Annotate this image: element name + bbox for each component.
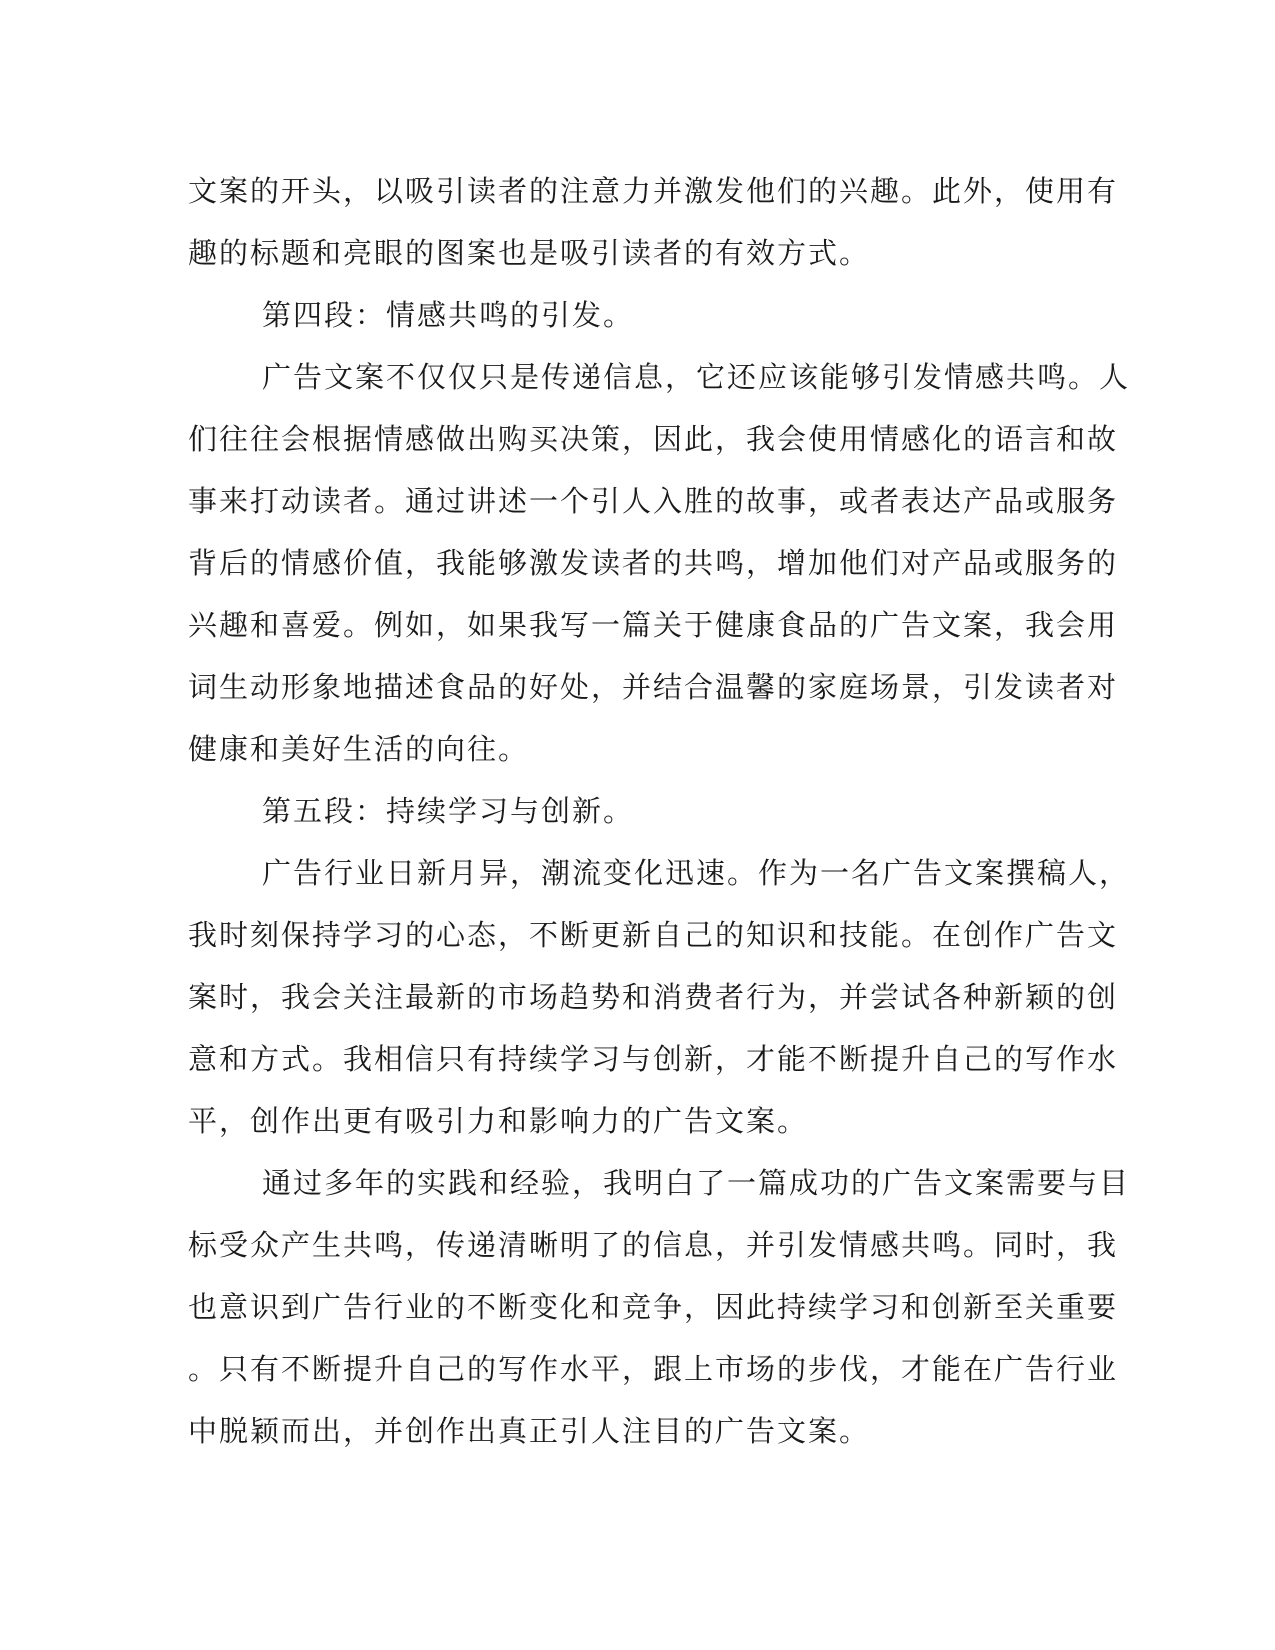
text-line: 案时，我会关注最新的市场趋势和消费者行为，并尝试各种新颖的创 [188, 980, 1119, 1014]
paragraph-continuation [188, 160, 1119, 284]
text-line: 意和方式。我相信只有持续学习与创新，才能不断提升自己的写作水 [188, 1042, 1119, 1076]
text-line: 我时刻保持学习的心态，不断更新自己的知识和技能。在创作广告文 [188, 918, 1119, 952]
text-line: 广告行业日新月异，潮流变化迅速。作为一名广告文案撰稿人， [262, 856, 1131, 890]
paragraph-emotional-resonance [188, 346, 1131, 780]
section-heading-4 [188, 284, 1068, 346]
text-line: 们往往会根据情感做出购买决策，因此，我会使用情感化的语言和故 [188, 422, 1119, 456]
paragraph-conclusion [188, 1152, 1131, 1462]
text-line: 。只有不断提升自己的写作水平，跟上市场的步伐，才能在广告行业 [188, 1352, 1119, 1386]
text-line: 健康和美好生活的向往。 [188, 732, 530, 766]
body-text [188, 160, 1131, 1462]
text-line: 趣的标题和亮眼的图案也是吸引读者的有效方式。 [188, 236, 871, 270]
text-line: 也意识到广告行业的不断变化和竞争，因此持续学习和创新至关重要 [188, 1290, 1119, 1324]
heading-text: 第五段：持续学习与创新。 [262, 794, 635, 828]
text-line: 广告文案不仅仅只是传递信息，它还应该能够引发情感共鸣。人 [262, 360, 1131, 394]
text-line: 中脱颖而出，并创作出真正引人注目的广告文案。 [188, 1414, 871, 1448]
section-heading-5 [188, 780, 1068, 842]
text-line: 事来打动读者。通过讲述一个引人入胜的故事，或者表达产品或服务 [188, 484, 1119, 518]
text-line: 标受众产生共鸣，传递清晰明了的信息，并引发情感共鸣。同时，我 [188, 1228, 1119, 1262]
text-line: 背后的情感价值，我能够激发读者的共鸣，增加他们对产品或服务的 [188, 546, 1119, 580]
heading-text: 第四段：情感共鸣的引发。 [262, 298, 635, 332]
text-line: 兴趣和喜爱。例如，如果我写一篇关于健康食品的广告文案，我会用 [188, 608, 1119, 642]
text-line: 通过多年的实践和经验，我明白了一篇成功的广告文案需要与目 [262, 1166, 1131, 1200]
paragraph-learning-innovation [188, 842, 1131, 1152]
text-line: 文案的开头，以吸引读者的注意力并激发他们的兴趣。此外，使用有 [188, 174, 1119, 208]
text-line: 词生动形象地描述食品的好处，并结合温馨的家庭场景，引发读者对 [188, 670, 1119, 704]
text-line: 平，创作出更有吸引力和影响力的广告文案。 [188, 1104, 809, 1138]
